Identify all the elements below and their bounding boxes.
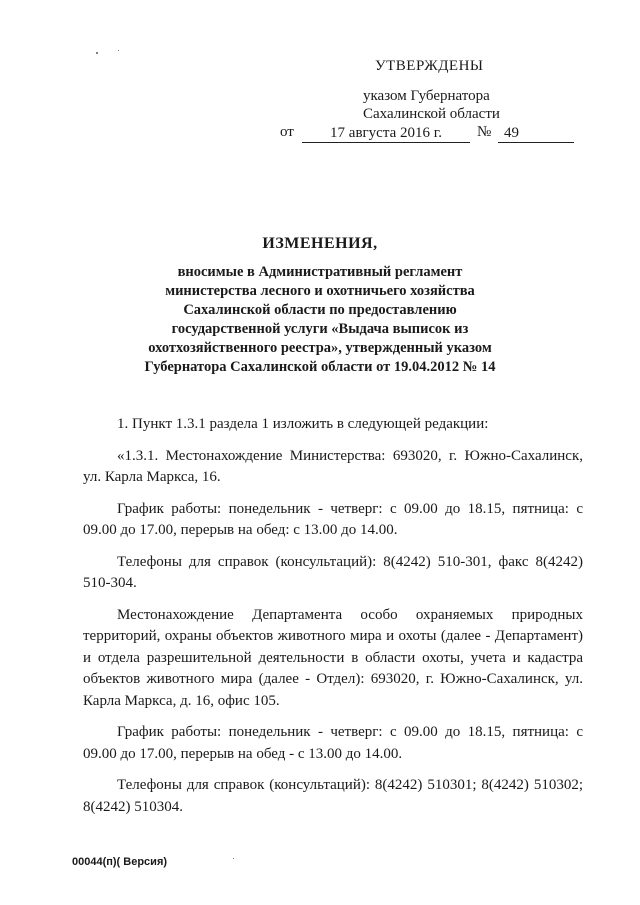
scan-speck (96, 52, 98, 54)
approval-heading: УТВЕРЖДЕНЫ (375, 58, 484, 74)
approval-region-line: Сахалинской области (363, 106, 500, 122)
subtitle-line: государственной услуги «Выдача выписок из (171, 321, 469, 337)
paragraph-location-department: Местонахождение Департамента особо охраняемых природных территорий, охраны объектов животного мира и охоты (далее - Департамент) и отдела разрешительной деятельности в области охоты, учета и кадастра объектов животного мира (далее - Отдел): 693020, г. Южно-Сахалинск, ул. Карла Маркса, д. 16, офис 105. (83, 606, 583, 709)
subtitle-line: Губернатора Сахалинской области от 19.04.2012 № 14 (144, 359, 496, 375)
decree-number: 49 (498, 124, 574, 143)
subtitle-line: вносимые в Административный регламент (177, 264, 463, 280)
from-label: от (280, 124, 294, 140)
document-footer-code: 00044(п)( Версия) (72, 856, 168, 868)
scan-speck (233, 858, 234, 859)
scan-speck (118, 50, 119, 51)
paragraph-location-ministry: «1.3.1. Местонахождение Министерства: 693020, г. Южно-Сахалинск, ул. Карла Маркса, 16. (83, 447, 583, 485)
paragraph-phones-ministry: Телефоны для справок (консультаций): 8(4242) 510-301, факс 8(4242) 510-304. (83, 553, 583, 591)
subtitle-line: министерства лесного и охотничьего хозяйства (165, 283, 475, 299)
paragraph-schedule-department: График работы: понедельник - четверг: с 09.00 до 18.15, пятница: с 09.00 до 17.00, перерыв на обед - с 13.00 до 14.00. (83, 724, 583, 762)
document-body (83, 414, 583, 818)
paragraph-item-1: 1. Пункт 1.3.1 раздела 1 изложить в следующей редакции: (117, 416, 489, 432)
number-sign: № (477, 124, 492, 140)
approval-decree-line: указом Губернатора (363, 88, 490, 104)
approval-date-line (280, 124, 610, 144)
paragraph-phones-department: Телефоны для справок (консультаций): 8(4242) 510301; 8(4242) 510302; 8(4242) 510304. (83, 777, 583, 815)
subtitle-line: охотхозяйственного реестра», утвержденный указом (148, 340, 492, 356)
document-subtitle (120, 263, 520, 377)
paragraph-schedule-ministry: График работы: понедельник - четверг: с 09.00 до 18.15, пятница: с 09.00 до 17.00, перерыв на обед: с 13.00 до 14.00. (83, 500, 583, 538)
document-title: ИЗМЕНЕНИЯ, (262, 235, 378, 252)
subtitle-line: Сахалинской области по предоставлению (183, 302, 457, 318)
approval-date: 17 августа 2016 г. (302, 124, 470, 143)
